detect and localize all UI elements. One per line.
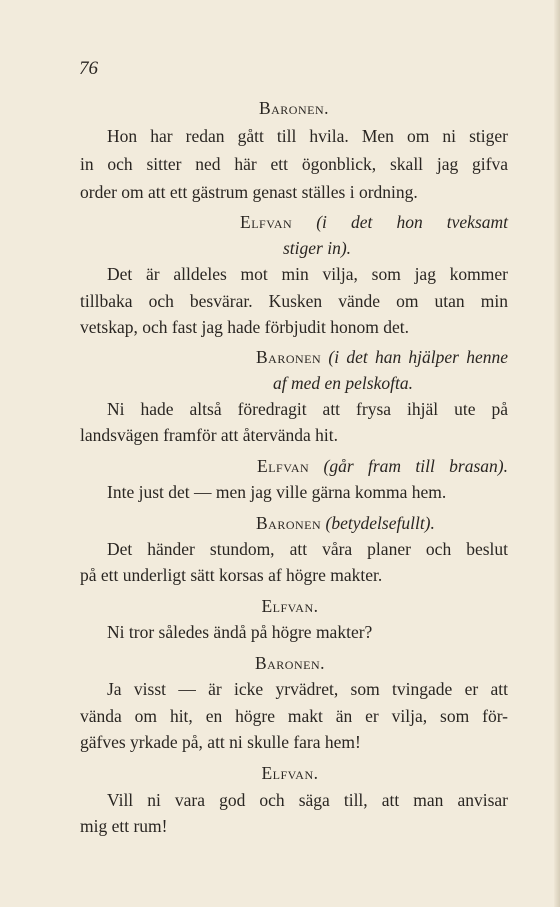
dialogue-line: Det händer stundom, att våra planer och beslut [107,539,508,559]
speaker-heading: Elfvan. [261,596,319,616]
dialogue-line: vända om hit, en högre makt än er vilja, som för- [80,706,508,726]
stage-direction: (i det hon tveksamt [316,212,509,232]
dialogue-line: Det är alldeles mot min vilja, som jag kommer [107,264,508,284]
dialogue-line: vetskap, och fast jag hade förbjudit honom det. [80,317,410,337]
speaker-heading: Baronen. [254,653,326,673]
dialogue-line: mig ett rum! [80,816,168,836]
dialogue-line: Hon har redan gått till hvila. Men om ni stiger [107,126,508,146]
speaker-heading: Baronen (i det han hjälper henne [256,347,508,367]
stage-direction: (i det han hjälper henne [328,347,508,367]
stage-direction: (betydelsefullt). [325,513,435,533]
stage-direction: af med en pelskofta. [273,373,413,393]
speaker-heading: Baronen. [258,98,330,118]
dialogue-line: landsvägen framför att återvända hit. [80,425,339,445]
stage-direction: stiger in). [283,238,352,258]
dialogue-line: order om att ett gästrum genast ställes i ordning. [80,182,418,202]
dialogue-line: gäfves yrkade på, att ni skulle fara hem! [80,732,361,752]
dialogue-line: Ni hade altså föredragit att frysa ihjäl ute på [107,399,508,419]
speaker-heading: Baronen (betydelsefullt). [256,513,435,533]
speaker-heading: Elfvan (går fram till brasan). [257,456,508,476]
speaker-heading: Elfvan. [261,763,319,783]
page-number: 76 [79,58,98,79]
dialogue-line: Inte just det — men jag ville gärna komma hem. [107,482,447,502]
speaker-heading: Elfvan (i det hon tveksamt [240,212,509,232]
dialogue-line: tillbaka och besvärar. Kusken vände om utan min [80,291,508,311]
dialogue-line: Ja visst — är icke yrvädret, som tvingade er att [107,679,508,699]
stage-direction: (går fram till brasan). [323,456,508,476]
dialogue-line: in och sitter ned här ett ögonblick, skall jag gifva [80,154,508,174]
dialogue-line: Vill ni vara god och säga till, att man anvisar [107,790,508,810]
page-edge [554,0,560,907]
dialogue-line: Ni tror således ändå på högre makter? [107,622,373,642]
dialogue-line: på ett underligt sätt korsas af högre makter. [80,565,383,585]
